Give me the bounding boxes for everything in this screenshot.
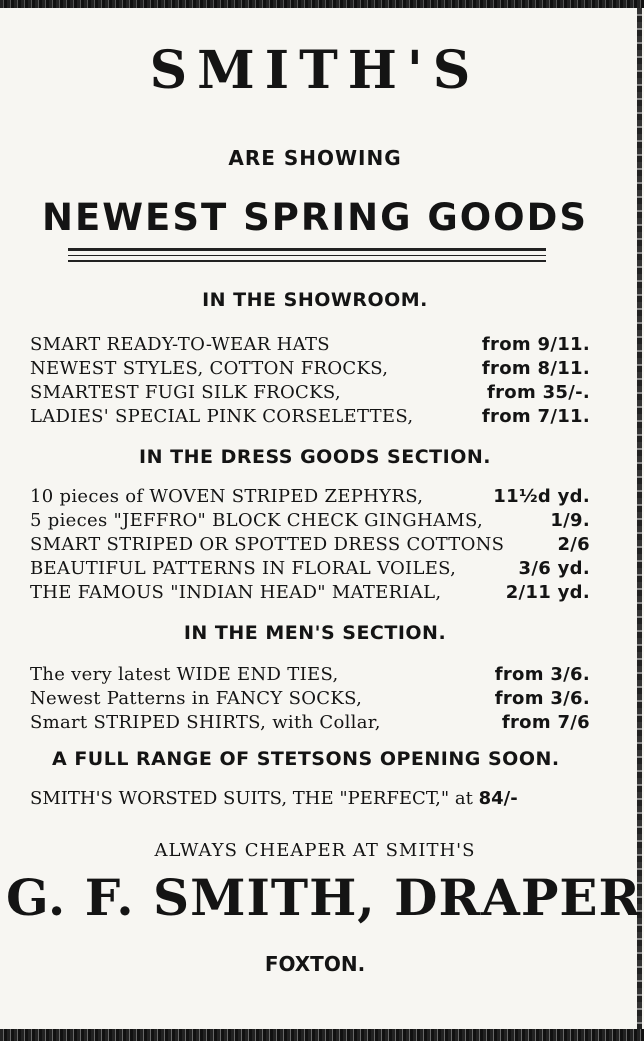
are-showing-line: ARE SHOWING (228, 146, 402, 170)
bottom-border-rule (0, 1029, 644, 1041)
showroom-heading: IN THE SHOWROOM. (202, 289, 428, 311)
dress-goods-heading: IN THE DRESS GOODS SECTION. (139, 446, 491, 468)
town-name: FOXTON. (264, 952, 366, 976)
headline-rule-bottom (68, 260, 546, 262)
merchant-name: G. F. SMITH, DRAPER (6, 868, 642, 927)
always-cheaper-line: ALWAYS CHEAPER AT SMITH'S (154, 840, 476, 861)
headline: NEWEST SPRING GOODS (42, 196, 588, 239)
mens-heading: IN THE MEN'S SECTION. (183, 622, 447, 644)
headline-rule-thin (68, 255, 546, 256)
brand-title: SMITH'S (149, 40, 481, 101)
top-border-rule (0, 0, 644, 8)
worsted-suits-line: SMITH'S WORSTED SUITS, THE "PERFECT," at 84/- (30, 788, 518, 809)
headline-rule-thick (68, 248, 546, 251)
stetsons-notice: A FULL RANGE OF STETSONS OPENING SOON. (52, 748, 560, 770)
